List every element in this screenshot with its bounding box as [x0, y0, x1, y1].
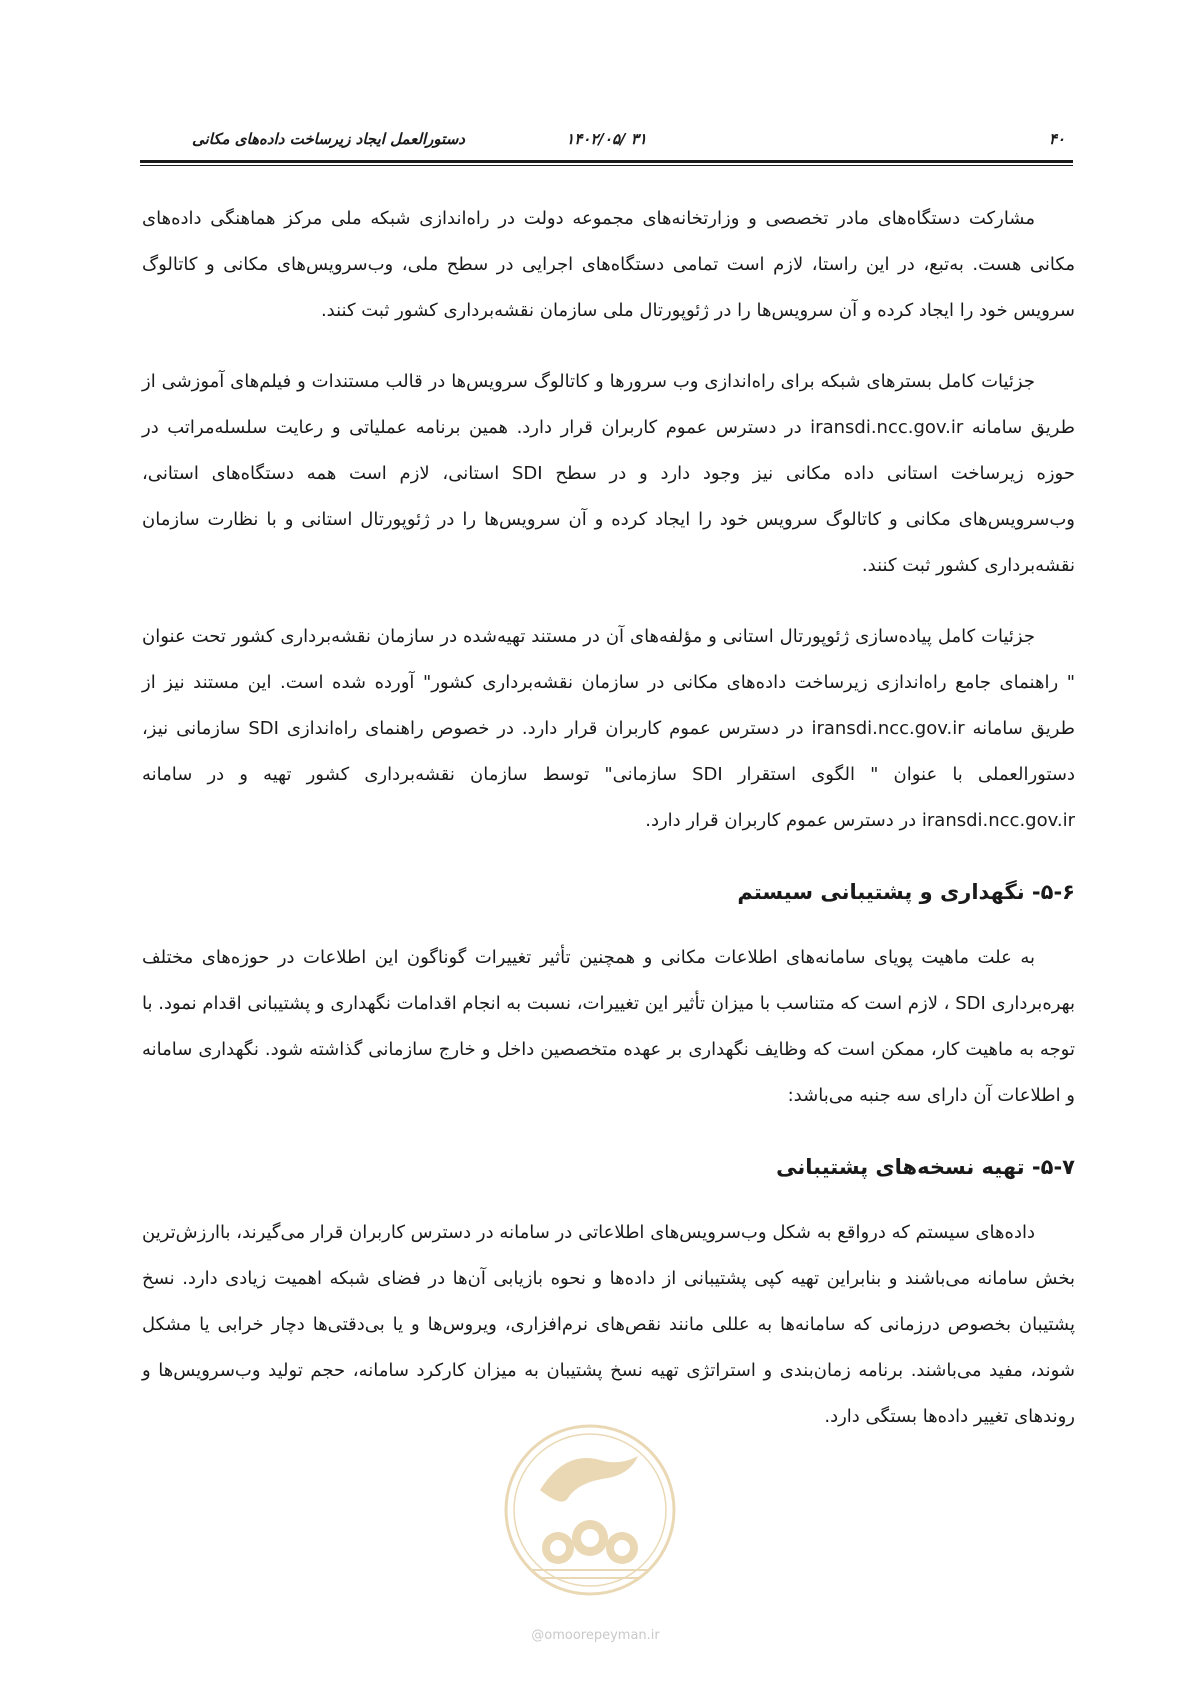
page-number: ۴۰	[1048, 130, 1065, 148]
document-body	[142, 196, 1075, 1440]
section-heading-maintenance: ۵-۶- نگهداری و پشتیبانی سیستم	[737, 880, 1075, 904]
paragraph-3: جزئیات کامل پیاده‌سازی ژئوپورتال استانی و مؤلفه‌های آن در مستند تهیه‌شده در سازمان نقشه‌برداری کشور تحت عنوان " راهنمای جامع راه‌اندازی زیرساخت داده‌های مکانی در سازمان نقشه‌برداری کشور" آورده شده است. این مستند نیز از طریق سامانه iransdi.ncc.gov.ir در دسترس عموم کاربران قرار دارد. در خصوص راهنمای راه‌اندازی SDI سازمانی نیز، دستورالعملی با عنوان " الگوی استقرار SDI سازمانی" توسط سازمان نقشه‌برداری کشور تهیه و در سامانه iransdi.ncc.gov.ir در دسترس عموم کاربران قرار دارد.	[142, 626, 1075, 831]
paragraph-4: به علت ماهیت پویای سامانه‌های اطلاعات مکانی و همچنین تأثیر تغییرات گوناگون این اطلاعات در حوزه‌های مختلف بهره‌برداری SDI ، لازم است که متناسب با میزان تأثیر این تغییرات، نسبت به انجام اقدامات نگهداری و پشتیبانی اقدام نمود. با توجه به ماهیت کار، ممکن است که وظایف نگهداری بر عهده متخصصین داخل و خارج سازمانی گذاشته شود. نگهداری سامانه و اطلاعات آن دارای سه جنبه می‌باشد:	[142, 947, 1075, 1106]
header-date: ۱۴۰۲/۰۵/ ۳۱	[566, 130, 647, 148]
page-header	[140, 124, 1073, 158]
paragraph-2: جزئیات کامل بسترهای شبکه برای راه‌اندازی وب سرورها و کاتالوگ سرویس‌ها در قالب مستندات و فیلم‌های آموزشی از طریق سامانه iransdi.ncc.gov.ir در دسترس عموم کاربران قرار دارد. همین برنامه عملیاتی و رعایت سلسله‌مراتب در حوزه زیرساخت استانی داده مکانی نیز وجود دارد و در سطح SDI استانی، لازم است همه دستگاه‌های استانی، وب‌سرویس‌های مکانی و کاتالوگ سرویس خود را ایجاد کرده و آن سرویس‌ها را در ژئوپورتال استانی و با نظارت سازمان نقشه‌برداری کشور ثبت کنند.	[142, 371, 1076, 576]
header-rule-thick	[140, 160, 1073, 163]
section-heading-backup: ۵-۷- تهیه نسخه‌های پشتیبانی	[776, 1155, 1075, 1179]
header-rule-thin	[140, 165, 1073, 166]
watermark-seal-icon	[500, 1420, 680, 1600]
paragraph-1: مشارکت دستگاه‌های مادر تخصصی و وزارتخانه‌های مجموعه دولت در راه‌اندازی شبکه ملی مرکز هماهنگی داده‌های مکانی هست. به‌تبع، در این راستا، لازم است تمامی دستگاه‌های اجرایی در سطح ملی، وب‌سرویس‌های مکانی و کاتالوگ سرویس خود را ایجاد کرده و آن سرویس‌ها را در ژئوپورتال ملی سازمان نقشه‌برداری کشور ثبت کنند.	[142, 208, 1075, 321]
header-title: دستورالعمل ایجاد زیرساخت داده‌های مکانی	[192, 130, 465, 148]
watermark-url: @omoorepeyman.ir	[531, 1628, 660, 1643]
paragraph-5: داده‌های سیستم که درواقع به شکل وب‌سرویس‌های اطلاعاتی در سامانه در دسترس کاربران قرار می‌گیرند، باارزش‌ترین بخش سامانه می‌باشند و بنابراین تهیه کپی پشتیبانی از داده‌ها و نحوه بازیابی آن‌ها در فضای شبکه اهمیت زیادی دارد. نسخ پشتیبان بخصوص درزمانی که سامانه‌ها به عللی مانند نقص‌های نرم‌افزاری، ویروس‌ها و یا بی‌دقتی‌ها دچار خرابی یا مشکل شوند، مفید می‌باشند. برنامه زمان‌بندی و استراتژی تهیه نسخ پشتیبان به میزان کارکرد سامانه، حجم تولید وب‌سرویس‌ها و روندهای تغییر داده‌ها بستگی دارد.	[142, 1222, 1075, 1427]
